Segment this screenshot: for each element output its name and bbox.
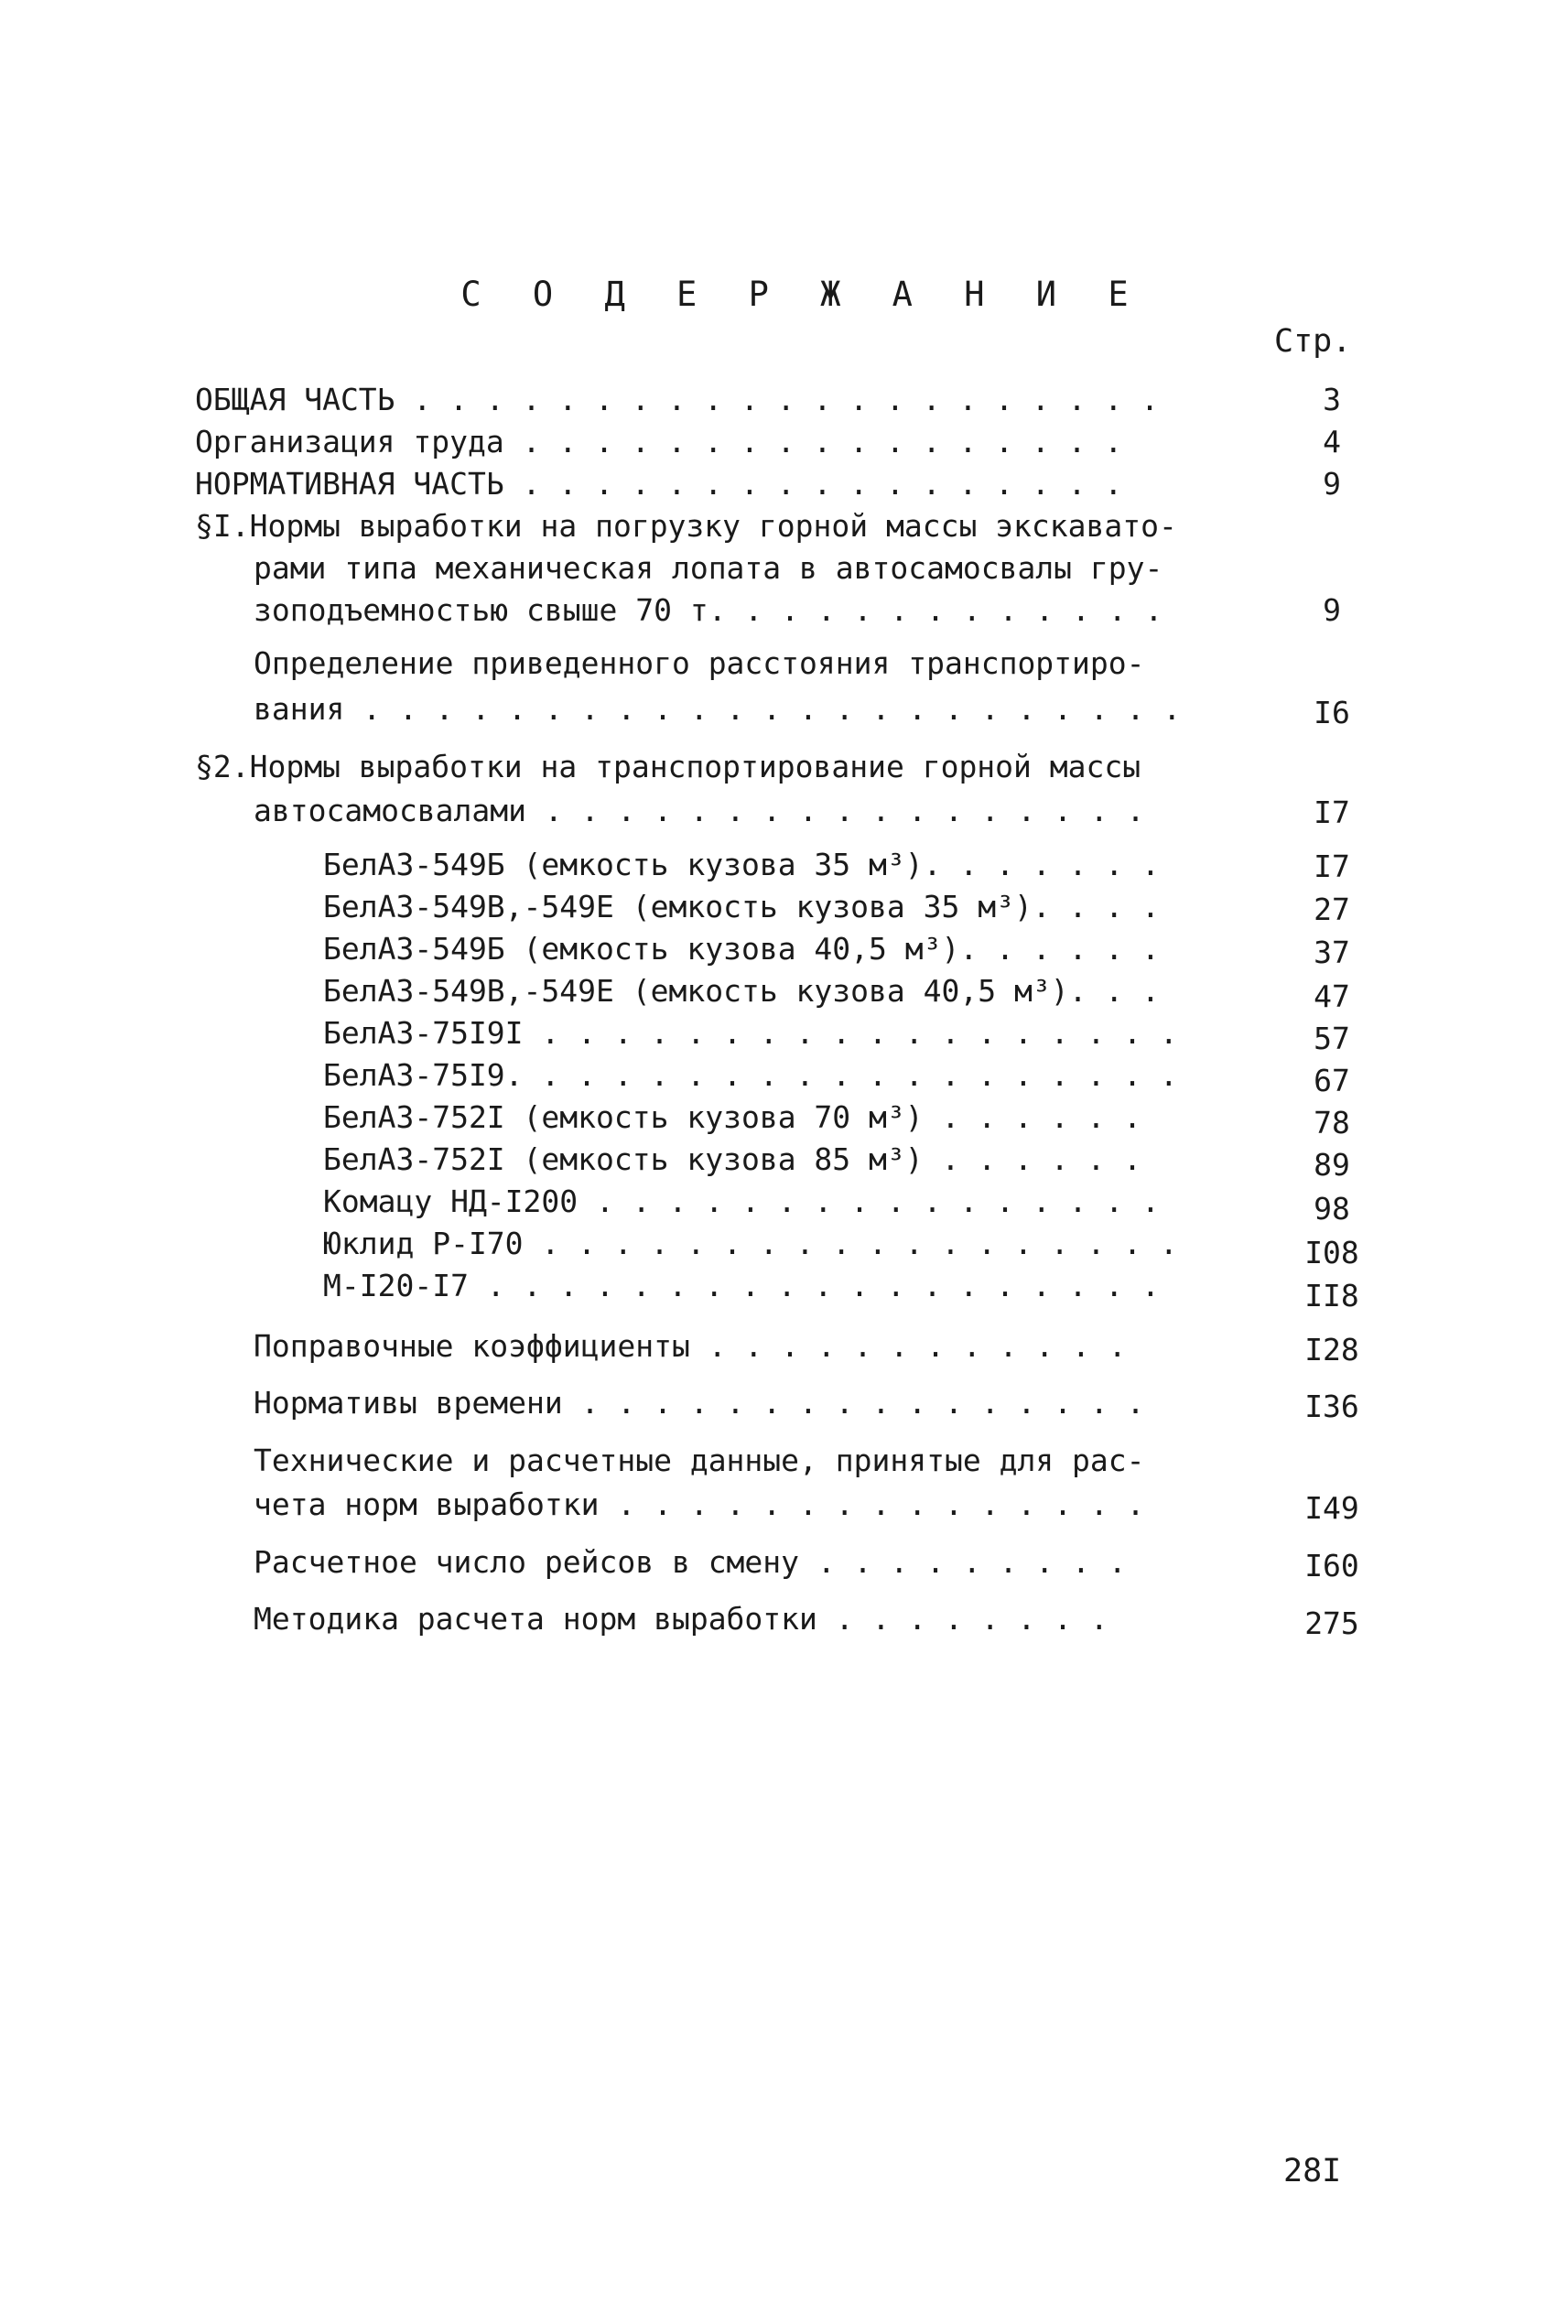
toc-page-time-norms: I36 [1304,1389,1359,1424]
toc-entry-reduced-distance-line2: вания . . . . . . . . . . . . . . . . . . . . . . . [254,691,1182,727]
toc-truck-page: 78 [1314,1105,1350,1140]
toc-page-labor-org: 4 [1323,424,1341,459]
toc-entry-section1-line1: §I.Нормы выработки на погрузку горной массы экскавато- [195,508,1177,544]
toc-truck-page: I08 [1304,1235,1359,1270]
toc-truck-page: 89 [1314,1147,1350,1183]
toc-truck-page: I7 [1314,849,1350,884]
toc-page-normative-part: 9 [1323,466,1341,502]
page-column-header: Стр. [1274,323,1352,360]
toc-entry-trips: Расчетное число рейсов в смену . . . . . . . . . [254,1544,1127,1580]
toc-entry-tech-data-line1: Технические и расчетные данные, принятые для рас- [254,1443,1145,1478]
toc-entry-correction: Поправочные коэффициенты . . . . . . . . . . . . [254,1328,1127,1364]
toc-truck-entry: БелАЗ-75I9. . . . . . . . . . . . . . . . . . . [323,1057,1178,1093]
toc-entry-section1-line3: зоподъемностью свыше 70 т. . . . . . . . . . . . . [254,592,1163,628]
toc-truck-entry: М-I20-I7 . . . . . . . . . . . . . . . . . . . [323,1268,1160,1303]
toc-truck-entry: Юклид Р-I70 . . . . . . . . . . . . . . . . . . [323,1226,1178,1261]
toc-entry-time-norms: Нормативы времени . . . . . . . . . . . . . . . . [254,1385,1145,1421]
toc-truck-page: 57 [1314,1021,1350,1056]
toc-entry-reduced-distance-line1: Определение приведенного расстояния транспортиро- [254,645,1145,681]
toc-truck-page: 98 [1314,1191,1350,1227]
toc-truck-page: 27 [1314,892,1350,927]
toc-page-trips: I60 [1304,1548,1359,1584]
toc-page-section2: I7 [1314,794,1350,830]
toc-truck-entry: Комацу НД-I200 . . . . . . . . . . . . . . . . [323,1184,1160,1219]
toc-truck-entry: БелАЗ-75I9I . . . . . . . . . . . . . . . . . . [323,1015,1178,1051]
toc-truck-entry: БелАЗ-752I (емкость кузова 85 м³) . . . . . . [323,1141,1142,1177]
toc-entry-general-part: ОБЩАЯ ЧАСТЬ . . . . . . . . . . . . . . . . . . . . . [195,382,1159,417]
toc-truck-page: 67 [1314,1063,1350,1098]
toc-truck-entry: БелАЗ-549Б (емкость кузова 40,5 м³). . . . . . [323,931,1160,967]
toc-truck-entry: БелАЗ-549В,-549Е (емкость кузова 35 м³). . . . [323,889,1160,924]
toc-entry-method: Методика расчета норм выработки . . . . . . . . [254,1601,1108,1637]
toc-entry-section2-line1: §2.Нормы выработки на транспортирование горной массы [195,749,1141,784]
document-title: С О Д Е Р Ж А Н И Е [460,275,1144,314]
toc-page-section1: 9 [1323,592,1341,628]
toc-page-general-part: 3 [1323,382,1341,417]
toc-truck-page: 47 [1314,978,1350,1014]
toc-truck-page: 37 [1314,935,1350,970]
toc-truck-entry: БелАЗ-549Б (емкость кузова 35 м³). . . . . . . [323,847,1160,882]
toc-page-tech-data: I49 [1304,1490,1359,1526]
toc-entry-labor-org: Организация труда . . . . . . . . . . . . . . . . . [195,424,1123,459]
toc-truck-entry: БелАЗ-549В,-549Е (емкость кузова 40,5 м³). . . [323,973,1160,1009]
toc-entry-tech-data-line2: чета норм выработки . . . . . . . . . . . . . . . [254,1486,1145,1522]
toc-entry-normative-part: НОРМАТИВНАЯ ЧАСТЬ . . . . . . . . . . . . . . . . . [195,466,1123,502]
toc-entry-section1-line2: рами типа механическая лопата в автосамосвалы гру- [254,550,1163,586]
toc-entry-section2-line2: автосамосвалами . . . . . . . . . . . . . . . . . [254,793,1145,828]
toc-truck-page: II8 [1304,1278,1359,1313]
toc-page-method: 275 [1304,1605,1359,1641]
toc-truck-entry: БелАЗ-752I (емкость кузова 70 м³) . . . . . . [323,1099,1142,1135]
toc-page-correction: I28 [1304,1332,1359,1367]
page-number: 28I [1283,2153,1342,2189]
toc-page-reduced-distance: I6 [1314,695,1350,730]
